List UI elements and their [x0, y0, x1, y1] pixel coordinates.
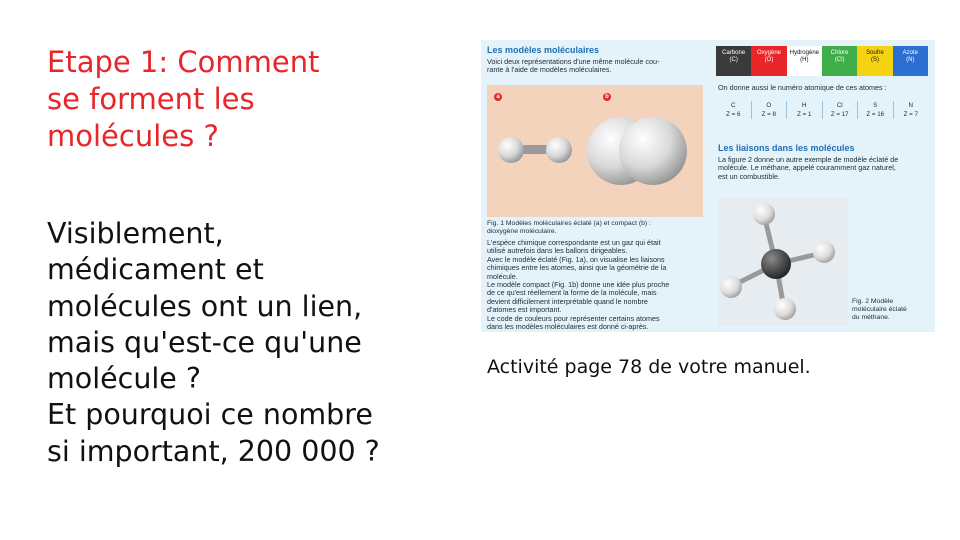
text-line: molécule. Le méthane, appelé couramment gaz naturel,	[718, 163, 896, 173]
section1-title: Les modèles moléculaires	[487, 45, 600, 55]
z-value: Z = 8	[761, 111, 776, 118]
dioxygen-molecule-illustration	[487, 85, 703, 217]
paragraph-line: molécule.	[487, 271, 518, 281]
slide-title	[47, 44, 377, 155]
body-line: Et pourquoi ce nombre	[47, 398, 373, 432]
z-value: Z = 17	[830, 111, 849, 118]
z-symbol: N	[908, 102, 913, 109]
hydrogen-atom	[813, 241, 835, 263]
z-cell	[823, 101, 859, 119]
hydrogen-atom	[720, 276, 742, 298]
section1-intro	[487, 58, 707, 75]
color-cell-hydrogen	[787, 46, 822, 76]
z-value: Z = 1	[797, 111, 812, 118]
figure-2-methane-model	[718, 198, 848, 326]
caption-line: dioxygène moléculaire.	[487, 228, 557, 235]
atom-name: Chlore	[830, 50, 849, 56]
body-line: mais qu'est-ce qu'une	[47, 325, 362, 359]
z-cell	[858, 101, 894, 119]
z-value: Z = 7	[903, 111, 918, 118]
hydrogen-atom	[753, 203, 775, 225]
atom-name: Carbone	[722, 50, 746, 56]
z-symbol: O	[766, 102, 772, 109]
z-symbol: C	[731, 102, 736, 109]
fig2-caption	[852, 298, 934, 322]
fig1-label-b: b	[603, 93, 611, 101]
z-symbol: S	[873, 102, 878, 109]
paragraph-line: Avec le modèle éclaté (Fig. 1a), on visualise les liaisons	[487, 254, 665, 264]
atom-symbol: (H)	[800, 57, 809, 63]
fig1-caption	[487, 220, 707, 236]
intro-line: Voici deux représentations d'une même molécule cou-	[487, 57, 660, 66]
title-line: molécules ?	[47, 119, 219, 153]
atomic-number-table	[716, 101, 928, 119]
atom-symbol: (N)	[906, 57, 915, 63]
paragraph-line: utilisé autrefois dans les ballons dirigeables.	[487, 246, 628, 256]
z-value: Z = 6	[726, 111, 741, 118]
caption-line: Fig. 2 Modèle	[852, 298, 894, 305]
paragraph-line: dans les modèles moléculaires est donné ci-après.	[487, 322, 649, 332]
atom-symbol: (C)	[729, 57, 738, 63]
caption-line: Fig. 1 Modèles moléculaires éclaté (a) et compact (b) :	[487, 220, 651, 227]
title-line: se forment les	[47, 82, 255, 116]
z-cell	[752, 101, 788, 119]
intro-line: rante à l'aide de modèles moléculaires.	[487, 65, 612, 75]
atom-symbol: (Cl)	[834, 57, 845, 63]
color-cell-chlorine	[822, 46, 857, 76]
z-symbol: Cl	[836, 102, 843, 109]
atom-sphere	[498, 137, 524, 163]
title-line: Etape 1: Comment	[47, 45, 320, 79]
color-cell-nitrogen	[893, 46, 928, 76]
z-value: Z = 16	[866, 111, 885, 118]
body-line: molécules ont un lien,	[47, 289, 363, 323]
atomic-intro: On donne aussi le numéro atomique de ces atomes :	[718, 83, 887, 92]
z-cell	[716, 101, 752, 119]
atom-symbol: (O)	[764, 57, 774, 63]
body-line: si important, 200 000 ?	[47, 434, 380, 468]
paragraph-line: devient difficilement interprétable quand le nombre	[487, 296, 648, 306]
figure-1-dioxygen-models	[487, 85, 703, 217]
paragraph-line: chimiques entre les atomes, ainsi que la géométrie de la	[487, 263, 667, 273]
color-cell-carbon	[716, 46, 751, 76]
paragraph-line: d'atomes est important.	[487, 305, 562, 315]
atom-name: Oxygène	[756, 50, 781, 56]
z-cell	[894, 101, 929, 119]
paragraph-line: L'espèce chimique correspondante est un gaz qui était	[487, 238, 661, 247]
slide-body	[47, 216, 467, 470]
paragraph-line: Le code de couleurs pour représenter certains atomes	[487, 313, 660, 323]
atom-name: Azote	[902, 50, 918, 56]
atom-symbol: (S)	[870, 57, 879, 63]
z-symbol: H	[802, 102, 807, 109]
body-line: molécule ?	[47, 362, 202, 396]
left-paragraphs	[487, 239, 709, 331]
section2-text	[718, 156, 930, 181]
caption-line: moléculaire éclaté	[852, 306, 907, 313]
hydrogen-atom	[774, 298, 796, 320]
body-line: Visiblement,	[47, 217, 224, 250]
methane-molecule-illustration	[718, 198, 848, 326]
caption-line: du méthane.	[852, 314, 890, 321]
text-line: La figure 2 donne un autre exemple de modèle éclaté de	[718, 155, 899, 164]
atom-sphere	[546, 137, 572, 163]
paragraph-line: Le modèle compact (Fig. 1b) donne une idée plus proche	[487, 280, 670, 290]
color-cell-oxygen	[751, 46, 786, 76]
paragraph-line: de ce qu'est réellement la forme de la molécule, mais	[487, 288, 657, 298]
text-line: est un combustible.	[718, 171, 780, 181]
color-cell-sulfur	[857, 46, 892, 76]
atom-color-table	[716, 46, 928, 76]
atom-name: Hydrogène	[789, 50, 819, 56]
body-line: médicament et	[47, 253, 264, 287]
section2-title: Les liaisons dans les molécules	[718, 143, 855, 153]
compact-atom	[619, 117, 687, 185]
fig1-label-a: a	[494, 93, 502, 101]
textbook-page-image	[481, 40, 935, 332]
activity-caption: Activité page 78 de votre manuel.	[487, 356, 811, 378]
carbon-atom	[761, 249, 791, 279]
z-cell	[787, 101, 823, 119]
atom-name: Soufre	[866, 50, 884, 56]
